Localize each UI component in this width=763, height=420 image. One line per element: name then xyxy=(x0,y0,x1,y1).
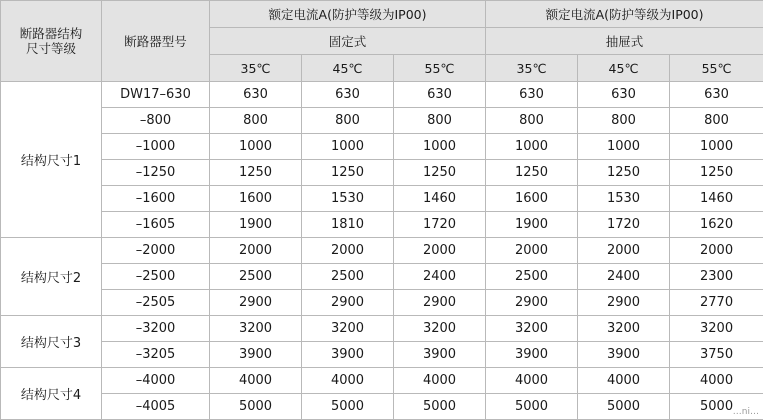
model-header: 断路器型号 xyxy=(102,1,210,82)
model-cell: –1250 xyxy=(102,160,210,186)
model-cell: –1605 xyxy=(102,212,210,238)
size-grade-cell: 结构尺寸4 xyxy=(1,368,102,420)
temp-header: 45℃ xyxy=(578,55,670,82)
current-value-cell: 1250 xyxy=(486,160,578,186)
current-value-cell: 5000 xyxy=(486,394,578,420)
current-value-cell: 4000 xyxy=(302,368,394,394)
watermark: …ni… xyxy=(733,407,759,417)
table-row xyxy=(1,134,763,160)
current-value-cell: 1460 xyxy=(394,186,486,212)
table-row xyxy=(1,186,763,212)
current-value-cell: 2400 xyxy=(578,264,670,290)
table-row xyxy=(1,368,763,394)
current-value-cell: 2900 xyxy=(486,290,578,316)
model-cell: –3200 xyxy=(102,316,210,342)
current-value-cell: 2900 xyxy=(302,290,394,316)
current-value-cell: 1000 xyxy=(486,134,578,160)
current-value-cell: 3200 xyxy=(578,316,670,342)
current-value-cell: 1250 xyxy=(578,160,670,186)
current-value-cell: 1000 xyxy=(210,134,302,160)
current-value-cell: 1620 xyxy=(670,212,763,238)
current-value-cell: 5000 xyxy=(302,394,394,420)
model-cell: –1600 xyxy=(102,186,210,212)
current-value-cell: 1000 xyxy=(578,134,670,160)
current-value-cell: 3900 xyxy=(394,342,486,368)
table-row xyxy=(1,342,763,368)
current-value-cell: 2400 xyxy=(394,264,486,290)
temp-header: 35℃ xyxy=(486,55,578,82)
current-value-cell: 2000 xyxy=(302,238,394,264)
table-row xyxy=(1,212,763,238)
current-value-cell: 630 xyxy=(578,82,670,108)
current-value-cell: 630 xyxy=(486,82,578,108)
current-value-cell: 1600 xyxy=(486,186,578,212)
temp-header: 55℃ xyxy=(394,55,486,82)
table-row xyxy=(1,82,763,108)
current-value-cell: 3200 xyxy=(302,316,394,342)
current-value-cell: 1810 xyxy=(302,212,394,238)
current-value-cell: 3900 xyxy=(578,342,670,368)
current-value-cell: 1530 xyxy=(578,186,670,212)
model-cell: –2505 xyxy=(102,290,210,316)
rated-current-fixed-header: 额定电流A(防护等级为IP00) xyxy=(210,1,486,28)
current-value-cell: 5000 xyxy=(670,394,763,420)
model-cell: –4005 xyxy=(102,394,210,420)
table-row xyxy=(1,238,763,264)
current-value-cell: 2300 xyxy=(670,264,763,290)
current-value-cell: 3900 xyxy=(486,342,578,368)
current-value-cell: 800 xyxy=(302,108,394,134)
current-value-cell: 3200 xyxy=(210,316,302,342)
current-value-cell: 1250 xyxy=(210,160,302,186)
current-value-cell: 1720 xyxy=(394,212,486,238)
drawer-type-header: 抽屉式 xyxy=(486,28,763,55)
table-row xyxy=(1,160,763,186)
current-value-cell: 2900 xyxy=(578,290,670,316)
current-value-cell: 2000 xyxy=(394,238,486,264)
current-value-cell: 1460 xyxy=(670,186,763,212)
current-value-cell: 3900 xyxy=(302,342,394,368)
current-value-cell: 1000 xyxy=(302,134,394,160)
current-value-cell: 2900 xyxy=(210,290,302,316)
model-cell: DW17–630 xyxy=(102,82,210,108)
current-value-cell: 5000 xyxy=(210,394,302,420)
current-value-cell: 1250 xyxy=(670,160,763,186)
table-header xyxy=(1,1,763,82)
size-grade-cell: 结构尺寸1 xyxy=(1,82,102,238)
model-cell: –800 xyxy=(102,108,210,134)
current-value-cell: 4000 xyxy=(578,368,670,394)
current-value-cell: 5000 xyxy=(394,394,486,420)
current-value-cell: 2000 xyxy=(486,238,578,264)
fixed-type-header: 固定式 xyxy=(210,28,486,55)
current-value-cell: 3750 xyxy=(670,342,763,368)
model-cell: –2000 xyxy=(102,238,210,264)
current-value-cell: 800 xyxy=(578,108,670,134)
header-row-1 xyxy=(1,1,763,28)
current-value-cell: 3200 xyxy=(670,316,763,342)
model-cell: –2500 xyxy=(102,264,210,290)
current-value-cell: 1530 xyxy=(302,186,394,212)
current-value-cell: 4000 xyxy=(394,368,486,394)
size-grade-cell: 结构尺寸3 xyxy=(1,316,102,368)
current-value-cell: 2500 xyxy=(302,264,394,290)
table-row xyxy=(1,290,763,316)
size-grade-header-line-2: 尺寸等级 xyxy=(1,41,101,56)
current-value-cell: 1600 xyxy=(210,186,302,212)
current-value-cell: 1000 xyxy=(670,134,763,160)
temp-header: 35℃ xyxy=(210,55,302,82)
current-value-cell: 2500 xyxy=(486,264,578,290)
current-value-cell: 1250 xyxy=(302,160,394,186)
current-value-cell: 630 xyxy=(210,82,302,108)
model-cell: –1000 xyxy=(102,134,210,160)
current-value-cell: 1250 xyxy=(394,160,486,186)
temp-header: 45℃ xyxy=(302,55,394,82)
table-row xyxy=(1,264,763,290)
current-value-cell: 1900 xyxy=(210,212,302,238)
size-grade-header xyxy=(1,1,102,82)
temp-header: 55℃ xyxy=(670,55,763,82)
table-row xyxy=(1,316,763,342)
current-value-cell: 2000 xyxy=(670,238,763,264)
current-value-cell: 2000 xyxy=(578,238,670,264)
table-row xyxy=(1,394,763,420)
current-value-cell: 800 xyxy=(394,108,486,134)
model-cell: –3205 xyxy=(102,342,210,368)
current-value-cell: 2900 xyxy=(394,290,486,316)
current-value-cell: 5000 xyxy=(578,394,670,420)
model-cell: –4000 xyxy=(102,368,210,394)
current-value-cell: 1900 xyxy=(486,212,578,238)
current-value-cell: 4000 xyxy=(210,368,302,394)
rated-current-drawer-header: 额定电流A(防护等级为IP00) xyxy=(486,1,763,28)
current-value-cell: 2770 xyxy=(670,290,763,316)
current-value-cell: 4000 xyxy=(670,368,763,394)
current-value-cell: 630 xyxy=(302,82,394,108)
table-row xyxy=(1,108,763,134)
current-value-cell: 800 xyxy=(486,108,578,134)
current-value-cell: 1000 xyxy=(394,134,486,160)
current-value-cell: 2500 xyxy=(210,264,302,290)
size-grade-cell: 结构尺寸2 xyxy=(1,238,102,316)
current-value-cell: 800 xyxy=(210,108,302,134)
current-value-cell: 630 xyxy=(670,82,763,108)
current-value-cell: 2000 xyxy=(210,238,302,264)
current-value-cell: 630 xyxy=(394,82,486,108)
current-value-cell: 4000 xyxy=(486,368,578,394)
current-value-cell: 800 xyxy=(670,108,763,134)
size-grade-header-line-1: 断路器结构 xyxy=(1,26,101,41)
table-body xyxy=(1,82,763,420)
current-value-cell: 3900 xyxy=(210,342,302,368)
current-value-cell: 1720 xyxy=(578,212,670,238)
current-value-cell: 3200 xyxy=(486,316,578,342)
current-value-cell: 3200 xyxy=(394,316,486,342)
